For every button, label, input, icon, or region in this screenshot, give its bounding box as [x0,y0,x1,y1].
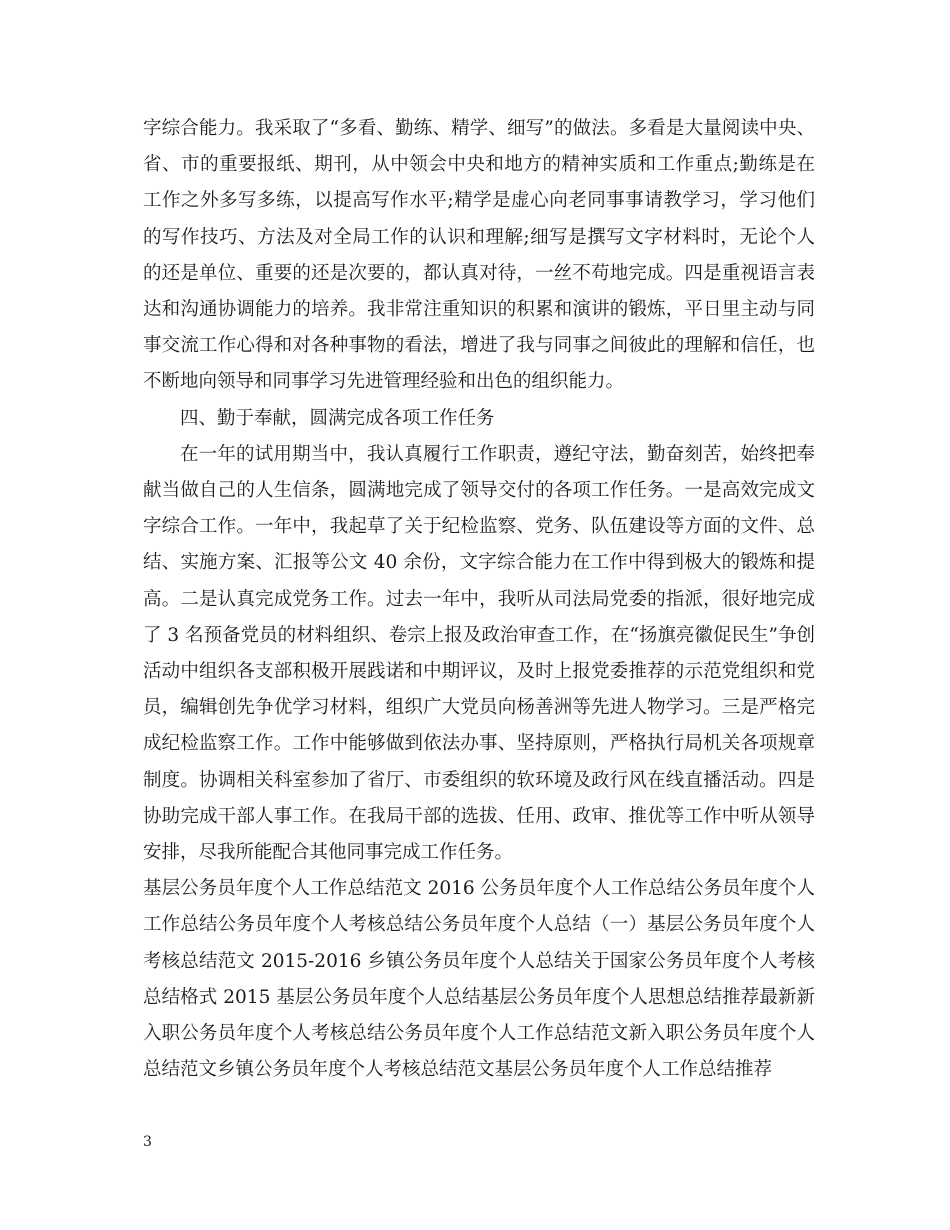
page-number: 3 [143,1134,152,1150]
paragraph-work-tasks: 在一年的试用期当中，我认真履行工作职责，遵纪守法，勤奋刻苦，始终把奉献当做自己的人生信条，圆满地完成了领导交付的各项工作任务。一是高效完成文字综合工作。一年中，我起草了关于纪检监察、党务、队伍建设等方面的文件、总结、实施方案、汇报等公文 40 余份，文字综合能力在工作中得到极大的锻炼和提高。二是认真完成党务工作。过去一年中，我听从司法局党委的指派，很好地完成了 3 名预备党员的材料组织、卷宗上报及政治审查工作，在“扬旗亮徽促民生”争创活动中组织各支部积极开展践诺和中期评议，及时上报党委推荐的示范党组织和党员，编辑创先争优学习材料，组织广大党员向杨善洲等先进人物学习。三是严格完成纪检监察工作。工作中能够做到依法办事、坚持原则，严格执行局机关各项规章制度。协调相关科室参加了省厅、市委组织的软环境及政行风在线直播活动。四是协助完成干部人事工作。在我局干部的选拔、任用、政审、推优等工作中听从领导安排，尽我所能配合其他同事完成工作任务。 [143,443,815,864]
paragraph-continuation: 字综合能力。我采取了“多看、勤练、精学、细写”的做法。多看是大量阅读中央、省、市的重要报纸、期刊，从中领会中央和地方的精神实质和工作重点;勤练是在工作之外多写多练，以提高写作水平;精学是虚心向老同事事请教学习，学习他们的写作技巧、方法及对全局工作的认识和理解;细写是撰写文字材料时，无论个人的还是单位、重要的还是次要的，都认真对待，一丝不苟地完成。四是重视语言表达和沟通协调能力的培养。我非常注重知识的积累和演讲的锻炼，平日里主动与同事交流工作心得和对各种事物的看法，增进了我与同事之间彼此的理解和信任，也不断地向领导和同事学习先进管理经验和出色的组织能力。 [143,118,815,393]
related-articles-text: 基层公务员年度个人工作总结范文 2016 公务员年度个人工作总结公务员年度个人工作总结公务员年度个人考核总结公务员年度个人总结（一）基层公务员年度个人考核总结范文 2015-2016 乡镇公务员年度个人总结关于国家公务员年度个人考核总结格式 2015 基层公务员年度个人总结基层公务员年度个人思想总结推荐最新新入职公务员年度个人考核总结公务员年度个人工作总结范文新入职公务员年度个人总结范文乡镇公务员年度个人考核总结范文基层公务员年度个人工作总结推荐 [143,878,815,1081]
document-body [143,111,815,1088]
section-heading: 四、勤于奉献，圆满完成各项工作任务 [180,407,495,429]
